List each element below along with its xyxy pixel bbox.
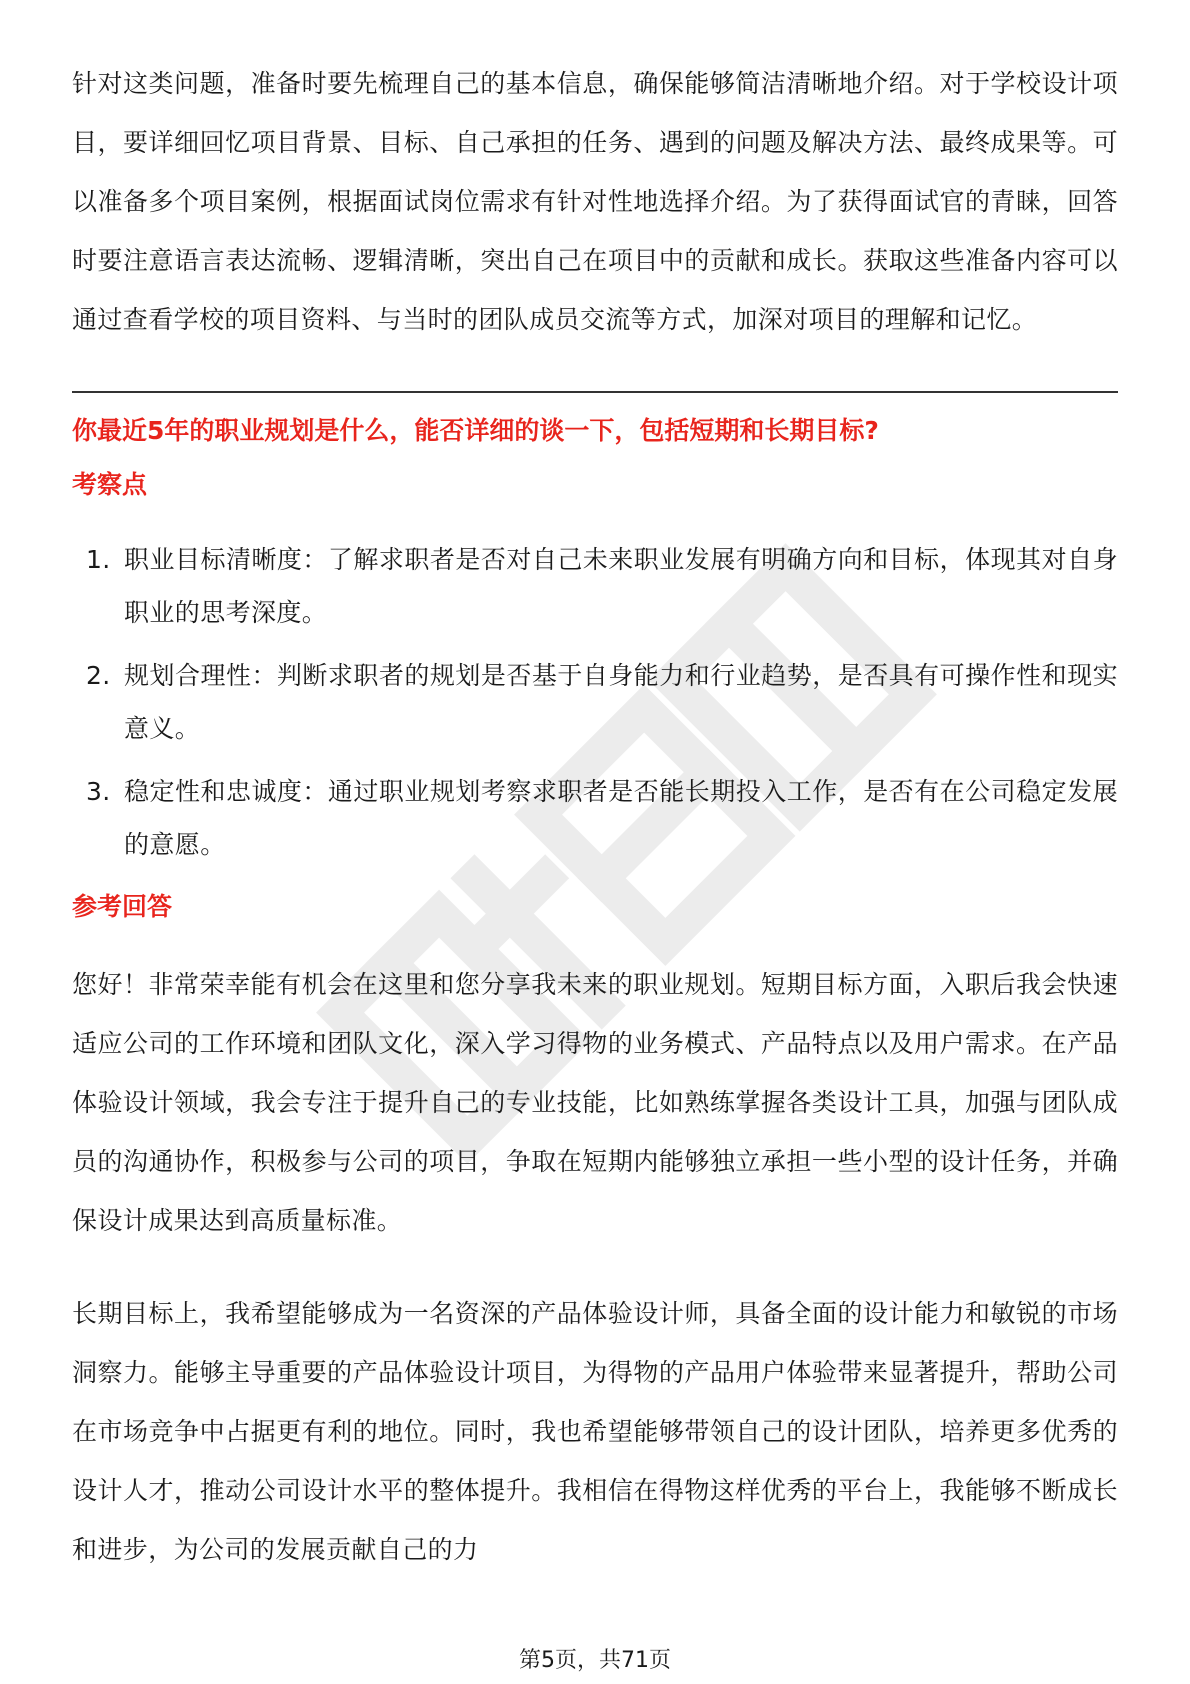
answer-text: 长期目标上，我希望能够成为一名资深的产品体验设计师，具备全面的设计能力和敏锐的市场洞察力。能够主导重要的产品体验设计项目，为得物的产品用户体验带来显著提升，帮助公司在市场竞争中占据更有利的地位。同时，我也希望能够带领自己的设计团队，培养更多优秀的设计人才，推动公司设计水平的整体提升。我相信在得物这样优秀的平台上，我能够不断成长和进步，为公司的发展贡献自己的力 — [72, 1299, 1118, 1564]
assessment-point — [72, 765, 1118, 871]
reference-answer-paragraph — [72, 955, 1118, 1250]
reference-answer-paragraph — [72, 1284, 1118, 1579]
assessment-points-list — [72, 533, 1118, 871]
reference-answer-heading: 参考回答 — [72, 892, 173, 921]
intro-paragraph: 针对这类问题，准备时要先梳理自己的基本信息，确保能够简洁清晰地介绍。对于学校设计项目，要详细回忆项目背景、目标、自己承担的任务、遇到的问题及解决方法、最终成果等。可以准备多个项目案例，根据面试岗位需求有针对性地选择介绍。为了获得面试官的青睐，回答时要注意语言表达流畅、逻辑清晰，突出自己在项目中的贡献和成长。获取这些准备内容可以通过查看学校的项目资料、与当时的团队成员交流等方式，加深对项目的理解和记忆。 — [72, 69, 1118, 334]
assessment-heading: 考察点 — [72, 470, 148, 499]
point-text: 稳定性和忠诚度：通过职业规划考察求职者是否能长期投入工作，是否有在公司稳定发展的意愿。 — [124, 777, 1118, 859]
point-number: 2. — [86, 661, 111, 690]
point-text: 规划合理性：判断求职者的规划是否基于自身能力和行业趋势，是否具有可操作性和现实意义。 — [124, 661, 1118, 743]
section-divider — [72, 391, 1118, 393]
point-text: 职业目标清晰度：了解求职者是否对自己未来职业发展有明确方向和目标，体现其对自身职业的思考深度。 — [124, 545, 1118, 627]
assessment-point — [72, 533, 1118, 639]
page-content — [72, 54, 1118, 1579]
assessment-point — [72, 649, 1118, 755]
interview-question: 你最近5年的职业规划是什么，能否详细的谈一下，包括短期和长期目标? — [72, 416, 879, 445]
answer-text: 您好！非常荣幸能有机会在这里和您分享我未来的职业规划。短期目标方面，入职后我会快速适应公司的工作环境和团队文化，深入学习得物的业务模式、产品特点以及用户需求。在产品体验设计领域，我会专注于提升自己的专业技能，比如熟练掌握各类设计工具，加强与团队成员的沟通协作，积极参与公司的项目，争取在短期内能够独立承担一些小型的设计任务，并确保设计成果达到高质量标准。 — [72, 970, 1118, 1235]
point-number: 1. — [86, 545, 111, 574]
point-number: 3. — [86, 777, 111, 806]
page-footer: 第5页，共71页 — [519, 1648, 671, 1673]
